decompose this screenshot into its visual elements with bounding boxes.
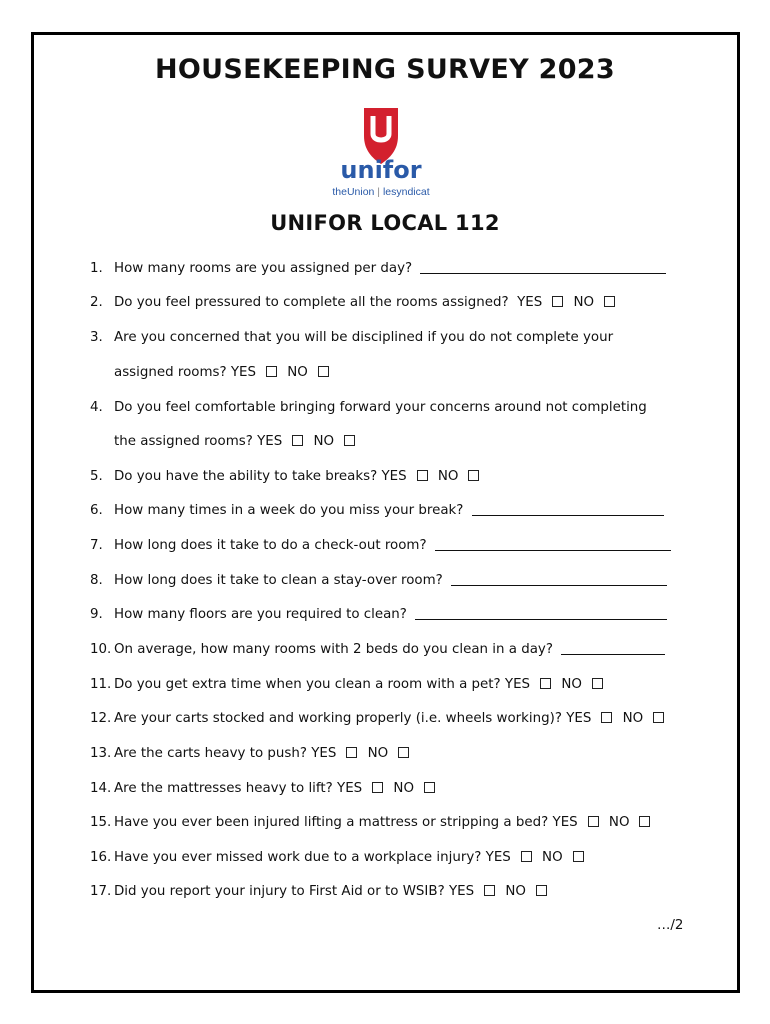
yes-checkbox-14[interactable] — [372, 782, 383, 793]
yes-checkbox-4[interactable] — [292, 435, 303, 446]
question-2: 2. Do you feel pressured to complete all the rooms assigned? YES NO — [90, 294, 621, 312]
answer-blank-1[interactable] — [420, 261, 666, 274]
yes-checkbox-11[interactable] — [540, 678, 551, 689]
no-label: NO — [573, 295, 595, 310]
no-checkbox-13[interactable] — [398, 747, 409, 758]
question-3: 3. Are you concerned that you will be disciplined if you do not complete your — [90, 330, 614, 345]
no-checkbox-11[interactable] — [592, 678, 603, 689]
question-11: 11. Do you get extra time when you clean a room with a pet? YES NO — [90, 676, 609, 694]
question-6: 6. How many times in a week do you miss your break? — [90, 502, 664, 520]
page-continuation-marker: …/2 — [657, 918, 684, 933]
no-checkbox-12[interactable] — [653, 712, 664, 723]
no-checkbox-4[interactable] — [344, 435, 355, 446]
question-9: 9. How many floors are you required to clean? — [90, 606, 667, 624]
unifor-logo — [306, 98, 456, 202]
no-checkbox-3[interactable] — [318, 366, 329, 377]
yes-checkbox-17[interactable] — [484, 885, 495, 896]
question-5: 5. Do you have the ability to take breaks? YES NO — [90, 468, 485, 486]
svg-text:theUnion | lesyndica: theUnion | lesyndicat — [332, 186, 430, 198]
question-17: 17. Did you report your injury to First Aid or to WSIB? YES NO — [90, 883, 553, 901]
yes-checkbox-2[interactable] — [552, 296, 563, 307]
answer-blank-8[interactable] — [451, 573, 667, 586]
question-15: 15. Have you ever been injured lifting a mattress or stripping a bed? YES NO — [90, 814, 656, 832]
question-10: 10. On average, how many rooms with 2 beds do you clean in a day? — [90, 641, 665, 659]
logo-tagline-left: theUnion — [332, 186, 375, 198]
yes-checkbox-15[interactable] — [588, 816, 599, 827]
logo-tagline-right: lesyndicat — [382, 186, 430, 198]
question-7: 7. How long does it take to do a check-out room? — [90, 537, 671, 555]
logo-wordmark: unifor — [340, 156, 422, 184]
no-checkbox-17[interactable] — [536, 885, 547, 896]
no-checkbox-14[interactable] — [424, 782, 435, 793]
question-16: 16. Have you ever missed work due to a workplace injury? YES NO — [90, 849, 590, 867]
yes-checkbox-12[interactable] — [601, 712, 612, 723]
question-8: 8. How long does it take to clean a stay-over room? — [90, 572, 667, 590]
question-13: 13. Are the carts heavy to push? YES NO — [90, 745, 415, 763]
answer-blank-9[interactable] — [415, 607, 667, 620]
no-checkbox-16[interactable] — [573, 851, 584, 862]
yes-checkbox-3[interactable] — [266, 366, 277, 377]
survey-subtitle: UNIFOR LOCAL 112 — [270, 211, 500, 235]
yes-checkbox-13[interactable] — [346, 747, 357, 758]
yes-checkbox-5[interactable] — [417, 470, 428, 481]
no-checkbox-5[interactable] — [468, 470, 479, 481]
answer-blank-6[interactable] — [472, 503, 664, 516]
question-4-continued: the assigned rooms? YES NO — [114, 433, 361, 451]
yes-label: YES — [517, 295, 543, 310]
answer-blank-7[interactable] — [435, 538, 671, 551]
yes-checkbox-16[interactable] — [521, 851, 532, 862]
answer-blank-10[interactable] — [561, 642, 665, 655]
question-3-continued: assigned rooms? YES NO — [114, 364, 335, 382]
question-1: 1. How many rooms are you assigned per day? — [90, 260, 666, 278]
question-14: 14. Are the mattresses heavy to lift? YES NO — [90, 780, 441, 798]
question-12: 12. Are your carts stocked and working properly (i.e. wheels working)? YES NO — [90, 710, 670, 728]
no-checkbox-15[interactable] — [639, 816, 650, 827]
no-checkbox-2[interactable] — [604, 296, 615, 307]
question-4: 4. Do you feel comfortable bringing forward your concerns around not completing — [90, 400, 647, 415]
survey-title: HOUSEKEEPING SURVEY 2023 — [155, 54, 615, 85]
